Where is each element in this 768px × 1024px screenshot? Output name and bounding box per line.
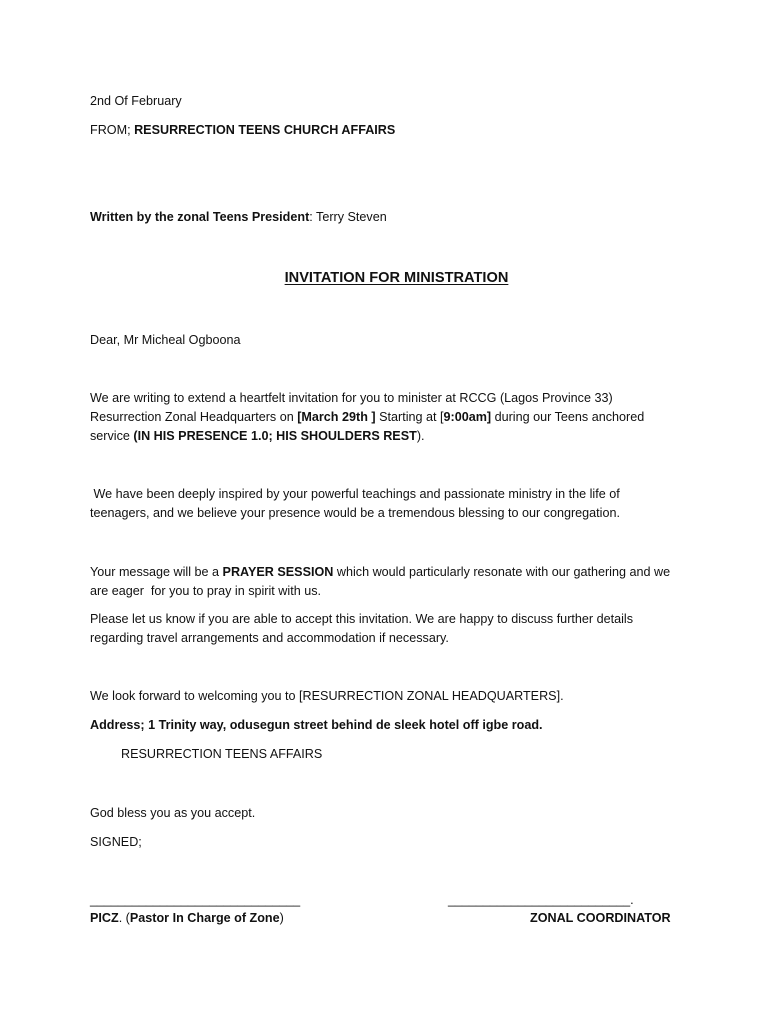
paragraph-2-line-1: We have been deeply inspired by your powerful teachings and passionate ministry in the life of bbox=[90, 487, 620, 501]
event-date: [March 29th ] bbox=[297, 410, 376, 424]
p3-text-a: Your message will be a bbox=[90, 565, 223, 579]
paragraph-4-line-1: Please let us know if you are able to accept this invitation. We are happy to discuss further details bbox=[90, 612, 633, 626]
signatory-right: ZONAL COORDINATOR bbox=[530, 911, 671, 925]
picz-full: Pastor In Charge of Zone bbox=[129, 911, 280, 925]
writer-line bbox=[90, 208, 387, 227]
blessing-line: God bless you as you accept. bbox=[90, 806, 256, 820]
paragraph-2-line-2: teenagers, and we believe your presence would be a tremendous blessing to our congregation. bbox=[90, 506, 620, 520]
picz-sep: . ( bbox=[118, 911, 130, 925]
signed-label: SIGNED; bbox=[90, 835, 142, 849]
from-line bbox=[90, 121, 395, 140]
p3-text-b: which would particularly resonate with our gathering and we bbox=[333, 565, 671, 579]
writer-label: Written by the zonal Teens President bbox=[90, 210, 310, 224]
prayer-session: PRAYER SESSION bbox=[222, 565, 334, 579]
p1-text-b: Starting at [ bbox=[375, 410, 444, 424]
from-org: RESURRECTION TEENS CHURCH AFFAIRS bbox=[134, 123, 396, 137]
p1-text-e: ). bbox=[416, 429, 425, 443]
paragraph-1-line-2 bbox=[90, 408, 644, 427]
p1-text-a: Resurrection Zonal Headquarters on bbox=[90, 410, 298, 424]
signatory-left bbox=[90, 909, 284, 928]
picz-abbr: PICZ bbox=[90, 911, 119, 925]
paragraph-3-line-1 bbox=[90, 563, 670, 582]
letter-title: INVITATION FOR MINISTRATION bbox=[284, 270, 509, 286]
signature-line-left: ______________________________ bbox=[90, 893, 301, 907]
salutation: Dear, Mr Micheal Ogboona bbox=[90, 333, 241, 347]
paragraph-4-line-2: regarding travel arrangements and accommodation if necessary. bbox=[90, 631, 449, 645]
address-line: Address; 1 Trinity way, odusegun street behind de sleek hotel off igbe road. bbox=[90, 718, 543, 732]
affairs-line: RESURRECTION TEENS AFFAIRS bbox=[121, 747, 323, 761]
from-prefix: FROM; bbox=[90, 123, 135, 137]
paragraph-1-line-3 bbox=[90, 427, 425, 446]
event-time: 9:00am] bbox=[443, 410, 492, 424]
p1-text-d: service bbox=[90, 429, 134, 443]
p1-text-c: during our Teens anchored bbox=[491, 410, 645, 424]
paragraph-3-line-2: are eager for you to pray in spirit with us. bbox=[90, 584, 321, 598]
writer-name: Terry Steven bbox=[316, 210, 387, 224]
service-name: (IN HIS PRESENCE 1.0; HIS SHOULDERS REST bbox=[133, 429, 417, 443]
signature-line-right: __________________________. bbox=[448, 893, 634, 907]
paragraph-5: We look forward to welcoming you to [RESURRECTION ZONAL HEADQUARTERS]. bbox=[90, 689, 564, 703]
letter-date: 2nd Of February bbox=[90, 94, 182, 108]
picz-close: ) bbox=[279, 911, 284, 925]
paragraph-1-line-1: We are writing to extend a heartfelt invitation for you to minister at RCCG (Lagos Province 33) bbox=[90, 391, 613, 405]
writer-sep: : bbox=[309, 210, 317, 224]
